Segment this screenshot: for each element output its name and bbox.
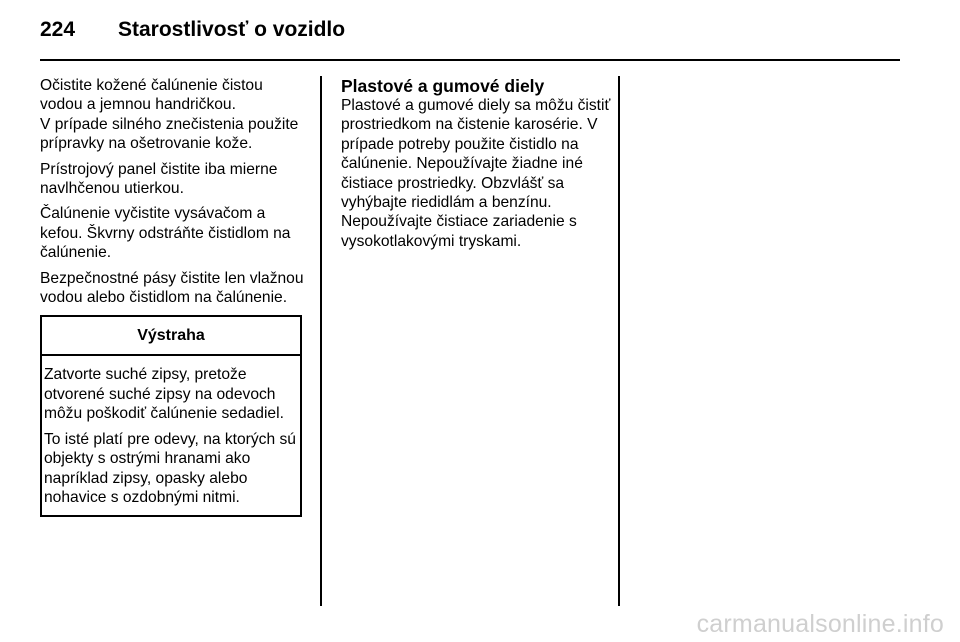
paragraph-instrument-panel: Prístrojový panel čistite iba mierne navlhčenou utierkou. [40, 160, 278, 198]
paragraph-heavy-soiling: V prípade silného znečistenia použite prípravky na ošetrovanie kože. [40, 115, 299, 153]
paragraph-plastic-rubber: Plastové a gumové diely sa môžu čistiť prostriedkom na čistenie karosérie. V prípade potreby použite čistidlo na čalúnenie. Nepoužívajte žiadne iné čistiace prostriedky. Obzvlášť sa vyhýbajte riedidlám a benzínu. Nepoužívajte čistiace zariadenie s vysokotlakovými tryskami. [341, 97, 611, 250]
warning-paragraph: Zatvorte suché zipsy, pretože otvorené suché zipsy na odevoch môžu poškodiť čalúnenie sedadiel. [44, 366, 284, 423]
column-divider [320, 76, 322, 606]
middle-column [341, 76, 611, 257]
watermark: carmanualsonline.info [696, 610, 944, 638]
paragraph-seat-belts: Bezpečnostné pásy čistite len vlažnou vodou alebo čistidlom na čalúnenie. [40, 269, 304, 307]
section-heading: Plastové a gumové diely [341, 76, 545, 96]
column-divider [618, 76, 620, 606]
warning-paragraph: To isté platí pre odevy, na ktorých sú objekty s ostrými hranami ako napríklad zipsy, opasky alebo nohavice s ozdobnými nitmi. [44, 430, 296, 506]
warning-title: Výstraha [42, 317, 300, 356]
warning-body [42, 356, 300, 515]
page-title: Starostlivosť o vozidlo [118, 18, 346, 41]
warning-box [40, 315, 302, 517]
left-column [40, 76, 308, 517]
page-header [40, 18, 345, 46]
paragraph-upholstery: Čalúnenie vyčistite vysávačom a kefou. Škvrny odstráňte čistidlom na čalúnenie. [40, 205, 291, 262]
header-divider [40, 59, 900, 61]
page-number: 224 [40, 18, 76, 41]
paragraph-leather-cleaning: Očistite kožené čalúnenie čistou vodou a jemnou handričkou. [40, 77, 263, 114]
